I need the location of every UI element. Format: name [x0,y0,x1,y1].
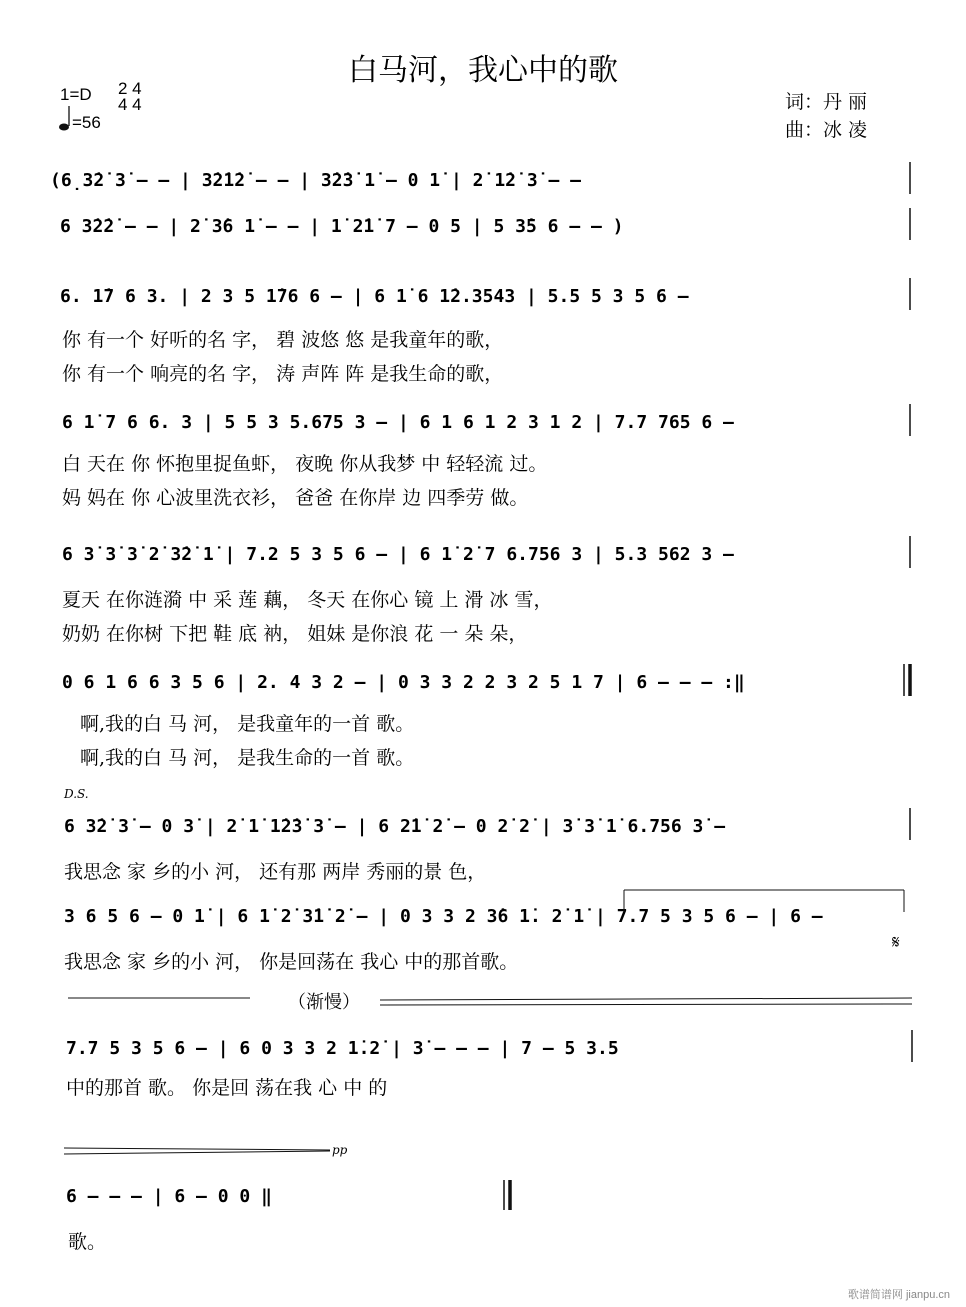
lyric-line: 啊,我的白 马 河， 是我生命的一首 歌。 [80,747,415,769]
lyricist-credit: 词：丹 丽 [785,91,868,113]
system-1-notes: (6̣3̇2̇ 3̇ – – | 3̇2̇1̇2̇ – – | 3̇2̇3̇ 1̇ – 0 1̇ | 2̇ 1̇2̇ 3̇ – – [50,170,582,191]
lyric-line: 你 有一个 响亮的名 字， 涛 声阵 阵 是我生命的歌， [62,363,504,385]
dal-segno-mark: D.S. [64,787,89,801]
composer-credit: 曲：冰 凌 [785,119,868,141]
pianissimo-mark: pp [332,1143,348,1157]
system-7-notes: 6 3̇2̇ 3̇ – 0 3̇ | 2̇ 1̇ 1̇2̇3̇ 3̇ – | 6 2̇1̇ 2̇ – 0 2̇ 2̇ | 3̇ 3̇ 1̇ 6.756 3̇ – [64,816,726,837]
lyric-line: 妈 妈在 你 心波里洗衣衫， 爸爸 在你岸 边 四季劳 做。 [62,487,529,509]
lyric-line: 我思念 家 乡的小 河， 你是回荡在 我心 中的那首歌。 [64,951,519,973]
lyric-line: 奶奶 在你树 下把 鞋 底 衲， 姐妹 是你浪 花 一 朵 朵， [62,623,528,645]
watermark: 歌谱简谱网 jianpu.cn [847,1289,950,1301]
lyric-line: 你 有一个 好听的名 字， 碧 波悠 悠 是我童年的歌， [62,329,504,351]
system-3-notes: 6. 1̇7 6 3. | 2 3 5 1̇76 6 – | 6 1̇ 6 1̇2.3543 | 5.5 5 3 5 6 – [60,286,689,307]
lyric-line: 白 天在 你 怀抱里捉鱼虾， 夜晚 你从我梦 中 轻轻流 过。 [62,453,548,475]
ritardando-mark: （渐慢） [288,992,360,1013]
lyric-line: 啊,我的白 马 河， 是我童年的一首 歌。 [80,713,415,735]
ritardando-hairpin [380,998,912,1000]
lyric-line: 歌。 [68,1231,107,1253]
key-signature: 1=D [60,85,92,104]
system-4-notes: 6 1̇ 7 6 6. 3 | 5 5 3 5.675 3 – | 6 1 6 1 2 3 1 2 | 7.7 765 6 – [62,412,734,433]
lyric-line: 我思念 家 乡的小 河， 还有那 两岸 秀丽的景 色， [64,861,487,883]
diminuendo-hairpin [64,1148,330,1150]
tempo-mark: =56 [72,113,101,132]
system-10-notes: 6 – – – | 6 – 0 0 ‖ [66,1186,272,1207]
segno-mark: 𝄋 [892,932,900,953]
system-2-notes: 6 3̇2̇2̇ – – | 2̇ 3̇6 1̇ – – | 1̇ 2̇1̇ 7 – 0 5 | 5 3̇5 6 – – ) [60,216,624,237]
system-9-notes: 7.7 5 3 5 6 – | 6 0 3 3 2 1̇.2̇ | 3̇ – – – | 7 – 5 3.5 [66,1038,619,1059]
diminuendo-hairpin [64,1151,330,1154]
ritardando-hairpin [380,1004,912,1005]
song-title: 白马河，我心中的歌 [348,53,618,88]
system-6-notes: 0 6 1 6 6 3 5 6 | 2. 4 3 2 – | 0 3 3 2 2 3 2 5 1 7 | 6 – – – :‖ [62,672,745,693]
lyric-line: 中的那首 歌。 你是回 荡在我 心 中 的 [66,1077,388,1099]
time-signature-top: 2 4 [118,79,142,98]
system-5-notes: 6 3̇ 3̇ 3̇ 2̇ 3̇2̇ 1̇ | 7.2 5 3 5 6 – | 6 1̇ 2̇ 7 6.756 3 | 5.3 562 3 – [62,544,734,565]
quarter-note-icon [59,106,69,131]
lyric-line: 夏天 在你涟漪 中 采 莲 藕， 冬天 在你心 镜 上 滑 冰 雪， [62,589,553,611]
system-8-notes: 3 6 5 6 – 0 1̇ | 6 1̇ 2̇ 3̇1̇ 2̇ – | 0 3 3 2 3̇6 1̇. 2̇ 1̇ | 7.7 5 3 5 6 – | 6 – [64,906,823,927]
time-signature-bottom: 4 4 [118,95,142,114]
